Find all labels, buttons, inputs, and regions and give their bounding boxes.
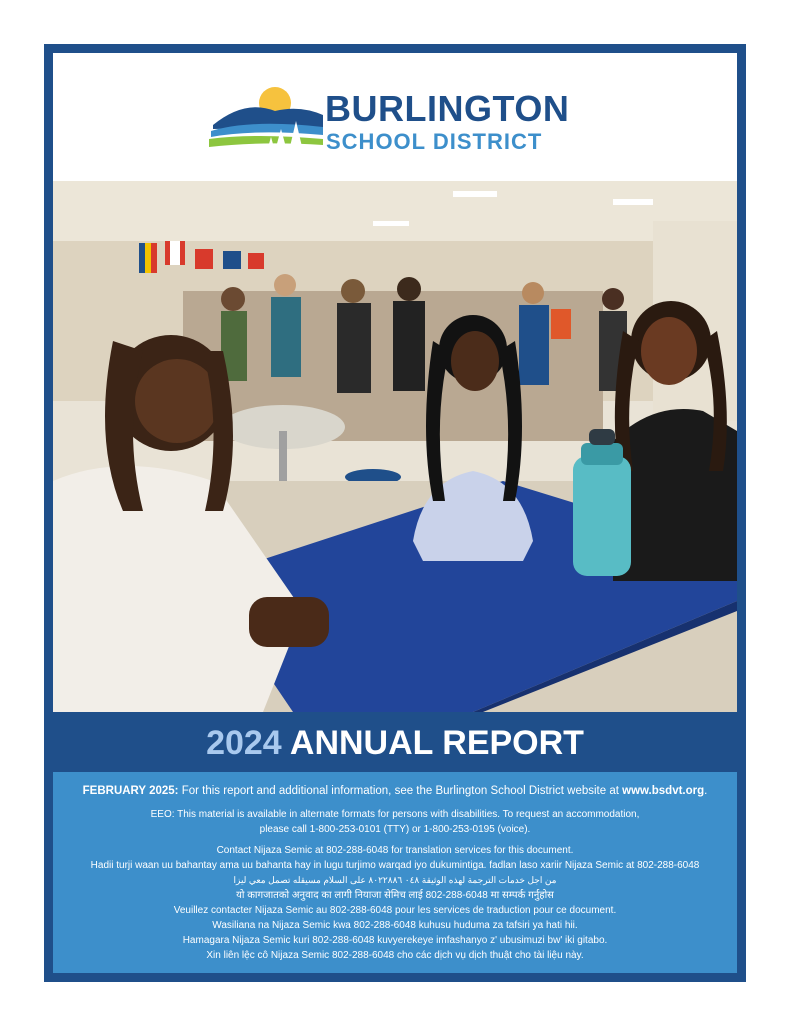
translation-kirundi: Hamagara Nijaza Semic kuri 802-288-6048 kuvyerekeye imfashanyo z' ubusimuzi bw' iki gitabo. <box>182 935 608 946</box>
report-title-text: ANNUAL REPORT <box>289 724 584 762</box>
eeo-line-1: EEO: This material is available in alternate formats for persons with disabilities. To request an accommodation, <box>150 809 640 820</box>
translation-swahili: Wasiliana na Nijaza Semic kwa 802-288-6048 kuhusu huduma za tafsiri ya hati hii. <box>212 920 578 931</box>
report-title-banner <box>53 712 737 772</box>
translation-french: Veuillez contacter Nijaza Semic au 802-288-6048 pour les services de traduction pour ce document. <box>173 905 617 916</box>
lead-end: . <box>704 785 708 797</box>
eeo-line-2: please call 1-800-253-0101 (TTY) or 1-800-253-0195 (voice). <box>259 824 531 835</box>
district-name: BURLINGTON <box>325 88 570 129</box>
photo-illustration <box>53 181 737 712</box>
report-year: 2024 <box>206 724 282 762</box>
translation-vietnamese: Xin liên lệc cô Nijaza Semic 802-288-6048 cho các dịch vụ dịch thuật cho tài liệu này. <box>206 950 584 961</box>
report-title <box>53 726 737 760</box>
cover-frame <box>44 44 746 982</box>
date-label: FEBRUARY 2025: <box>82 785 179 797</box>
info-panel <box>53 772 737 973</box>
website-link[interactable]: www.bsdvt.org <box>622 785 705 797</box>
lead-paragraph <box>53 784 737 799</box>
translation-arabic: من اجل خدمات الترجمة لهذه الوثيقة ٠٤٨ ٨٠٢٢٨٨٦ على السلام مسيقله تصمل معي ليزا <box>233 875 557 885</box>
header <box>53 53 737 181</box>
translation-somali: Hadii turji waan uu bahantay ama uu bahanta hay in lugu turjimo warqad iyo dukumintiga. fadlan laso xariir Nijaza Semic at 802-288-6048 <box>90 860 700 871</box>
translation-nepali: यो कागजातको अनुवाद का लागी नियाजा सेमिच लाई 802-288-6048 मा सम्पर्क गर्नुहोस <box>236 890 554 901</box>
students-cafeteria-photo <box>53 181 737 712</box>
district-subtitle: SCHOOL DISTRICT <box>326 129 543 154</box>
mountain-sun-trees-logo-icon <box>205 81 325 157</box>
cover-page <box>53 53 737 973</box>
translation-english: Contact Nijaza Semic at 802-288-6048 for translation services for this document. <box>216 845 574 856</box>
lead-text: For this report and additional information, see the Burlington School District website at <box>178 785 623 797</box>
